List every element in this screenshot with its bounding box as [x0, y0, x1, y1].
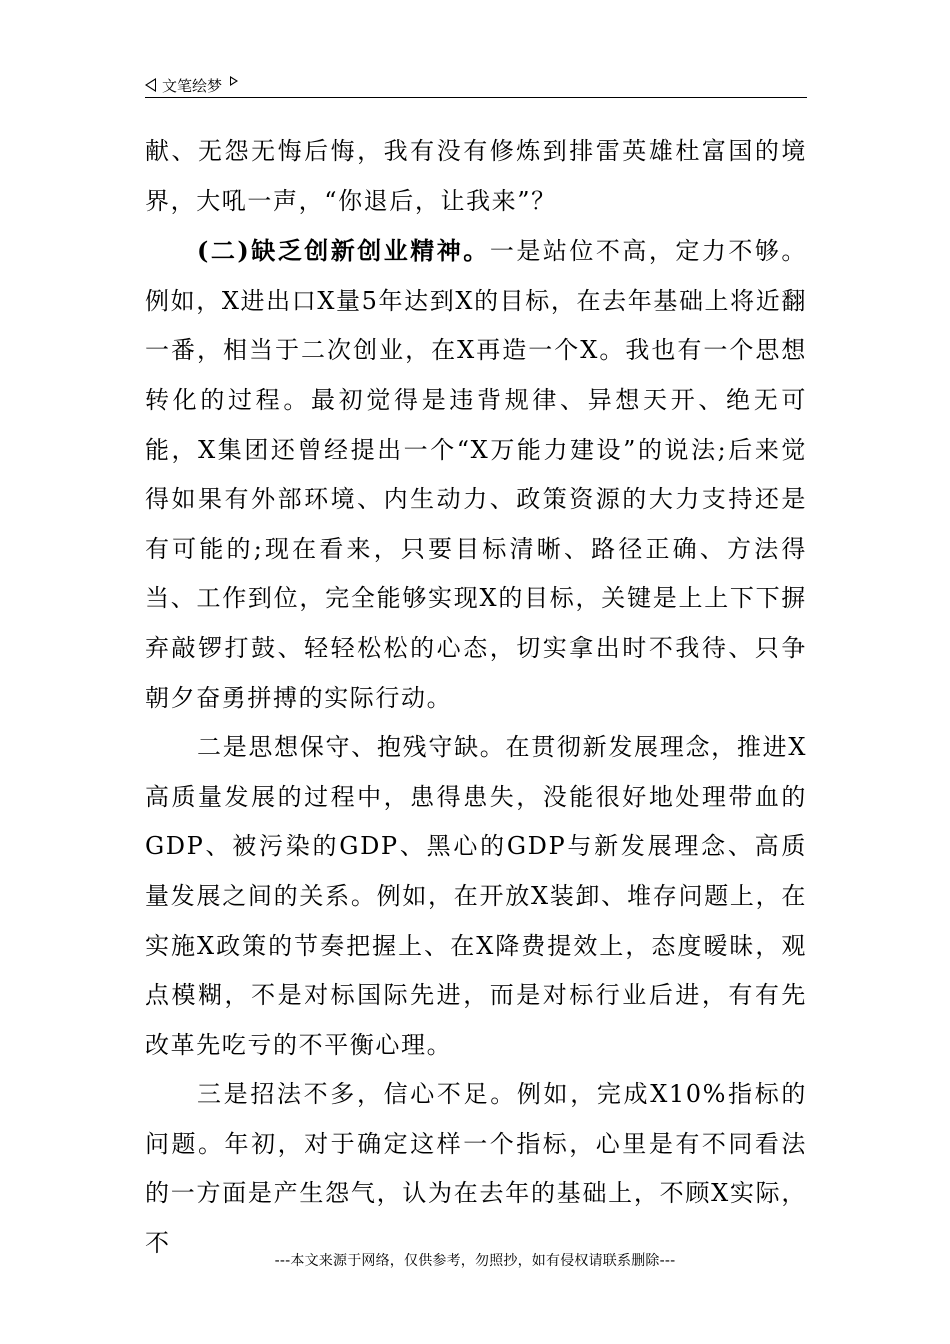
page-header	[145, 72, 807, 98]
document-body	[145, 127, 807, 1269]
header-title: 文笔绘梦	[162, 76, 223, 95]
page-footer-disclaimer: ---本文来源于网络，仅供参考，勿照抄，如有侵权请联系删除---	[274, 1253, 676, 1269]
paragraph-point-two: 二是思想保守、抱残守缺。在贯彻新发展理念，推进X高质量发展的过程中，患得患失，没能很好地处理带血的GDP、被污染的GDP、黑心的GDP与新发展理念、高质量发展之间的关系。例如，在开放X装卸、堆存问题上，在实施X政策的节奏把握上、在X降费提效上，态度暧昧，观点模糊，不是对标国际先进，而是对标行业后进，有有先改革先吃亏的不平衡心理。	[145, 733, 807, 1059]
paragraph-continuation: 献、无怨无悔后悔，我有没有修炼到排雷英雄杜富国的境界，大吼一声，“你退后，让我来”？	[145, 137, 807, 215]
header-divider	[145, 97, 807, 98]
section-heading: (二)缺乏创新创业精神。	[197, 236, 490, 266]
triangle-right-icon	[230, 76, 238, 86]
triangle-left-icon	[145, 78, 156, 92]
paragraph-point-three: 三是招法不多，信心不足。例如，完成X10%指标的问题。年初，对于确定这样一个指标，心里是有不同看法的一方面是产生怨气，认为在去年的基础上，不顾X实际，不	[145, 1080, 807, 1258]
paragraph-section-two	[145, 226, 807, 723]
paragraph-text: 一是站位不高，定力不够。例如，X进出口X量5年达到X的目标，在去年基础上将近翻一番，相当于二次创业，在X再造一个X。我也有一个思想转化的过程。最初觉得是违背规律、异想天开、绝无可能，X集团还曾经提出一个“X万能力建设”的说法;后来觉得如果有外部环境、内生动力、政策资源的大力支持还是有可能的;现在看来，只要目标清晰、路径正确、方法得当、工作到位，完全能够实现X的目标，关键是上上下下摒弃敲锣打鼓、轻轻松松的心态，切实拿出时不我待、只争朝夕奋勇拼搏的实际行动。	[145, 237, 807, 712]
